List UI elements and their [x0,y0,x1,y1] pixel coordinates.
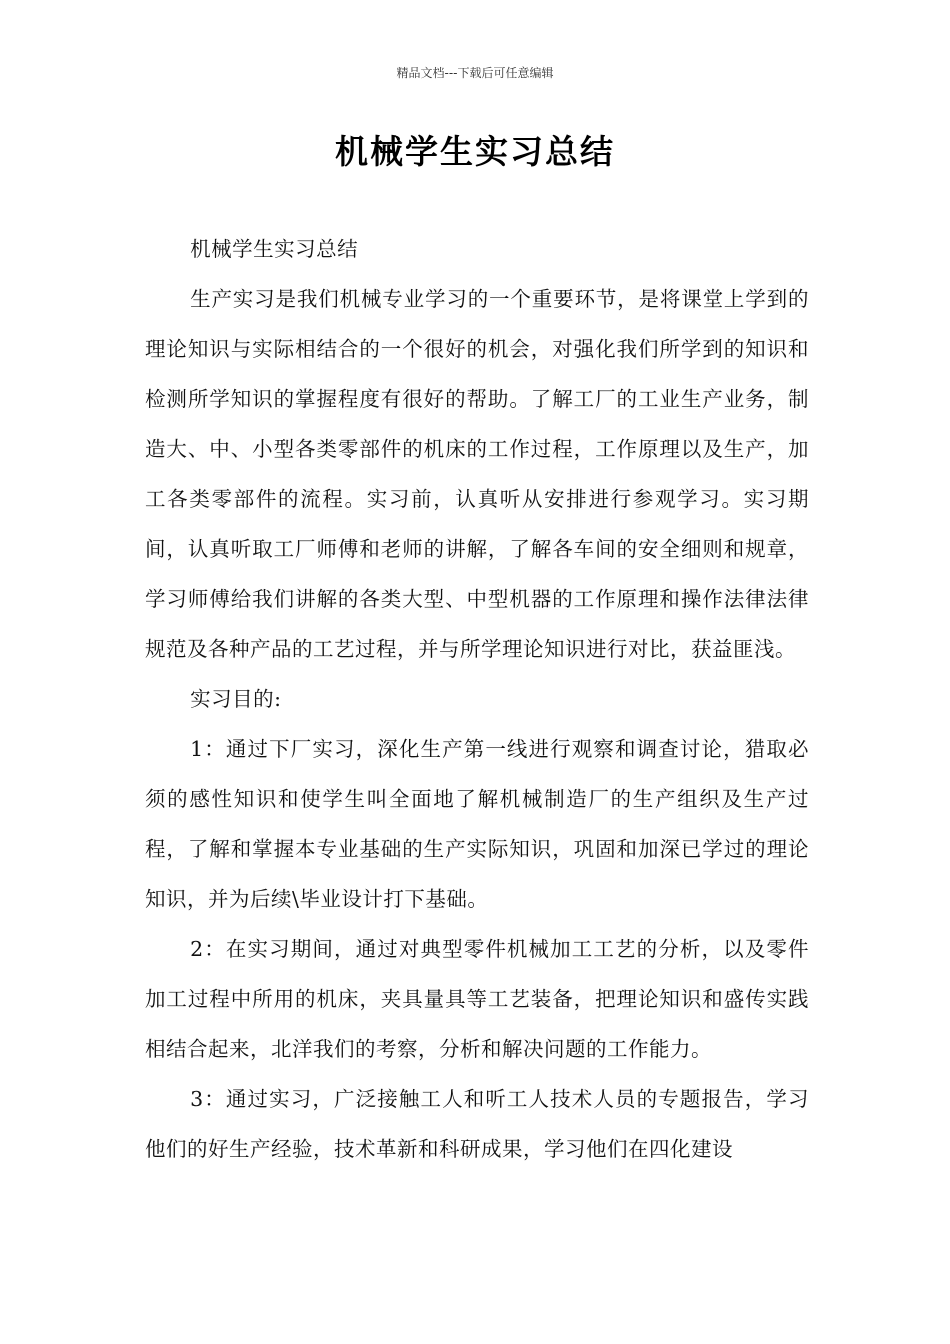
page-header: 精品文档---下载后可任意编辑 [396,66,554,80]
intro-paragraph: 生产实习是我们机械专业学习的一个重要环节，是将课堂上学到的理论知识与实际相结合的一个很好的机会，对强化我们所学到的知识和检测所学知识的掌握程度有很好的帮助。了解工厂的工业生产业务，制造大、中、小型各类零部件的机床的工作过程，工作原理以及生产，加工各类零部件的流程。实习前，认真听从安排进行参观学习。实习期间，认真听取工厂师傅和老师的讲解，了解各车间的安全细则和规章，学习师傅给我们讲解的各类大型、中型机器的工作原理和操作法律法律规范及各种产品的工艺过程，并与所学理论知识进行对比，获益匪浅。 [145,287,809,661]
purpose-item-1: 1：通过下厂实习，深化生产第一线进行观察和调查讨论，猎取必须的感性知识和使学生叫全面地了解机械制造厂的生产组织及生产过程，了解和掌握本专业基础的生产实际知识，巩固和加深已学过的理论知识，并为后续\毕业设计打下基础。 [145,737,809,911]
purpose-item-2: 2：在实习期间，通过对典型零件机械加工工艺的分析，以及零件加工过程中所用的机床，夹具量具等工艺装备，把理论知识和盛传实践相结合起来，北洋我们的考察，分析和解决问题的工作能力。 [145,937,809,1061]
section-heading-purpose: 实习目的: [190,687,282,711]
document-title: 机械学生实习总结 [335,132,615,171]
subtitle-paragraph: 机械学生实习总结 [190,237,359,261]
purpose-item-3: 3：通过实习，广泛接触工人和听工人技术人员的专题报告，学习他们的好生产经验，技术革新和科研成果，学习他们在四化建设 [145,1087,809,1161]
document-body [145,224,809,1174]
